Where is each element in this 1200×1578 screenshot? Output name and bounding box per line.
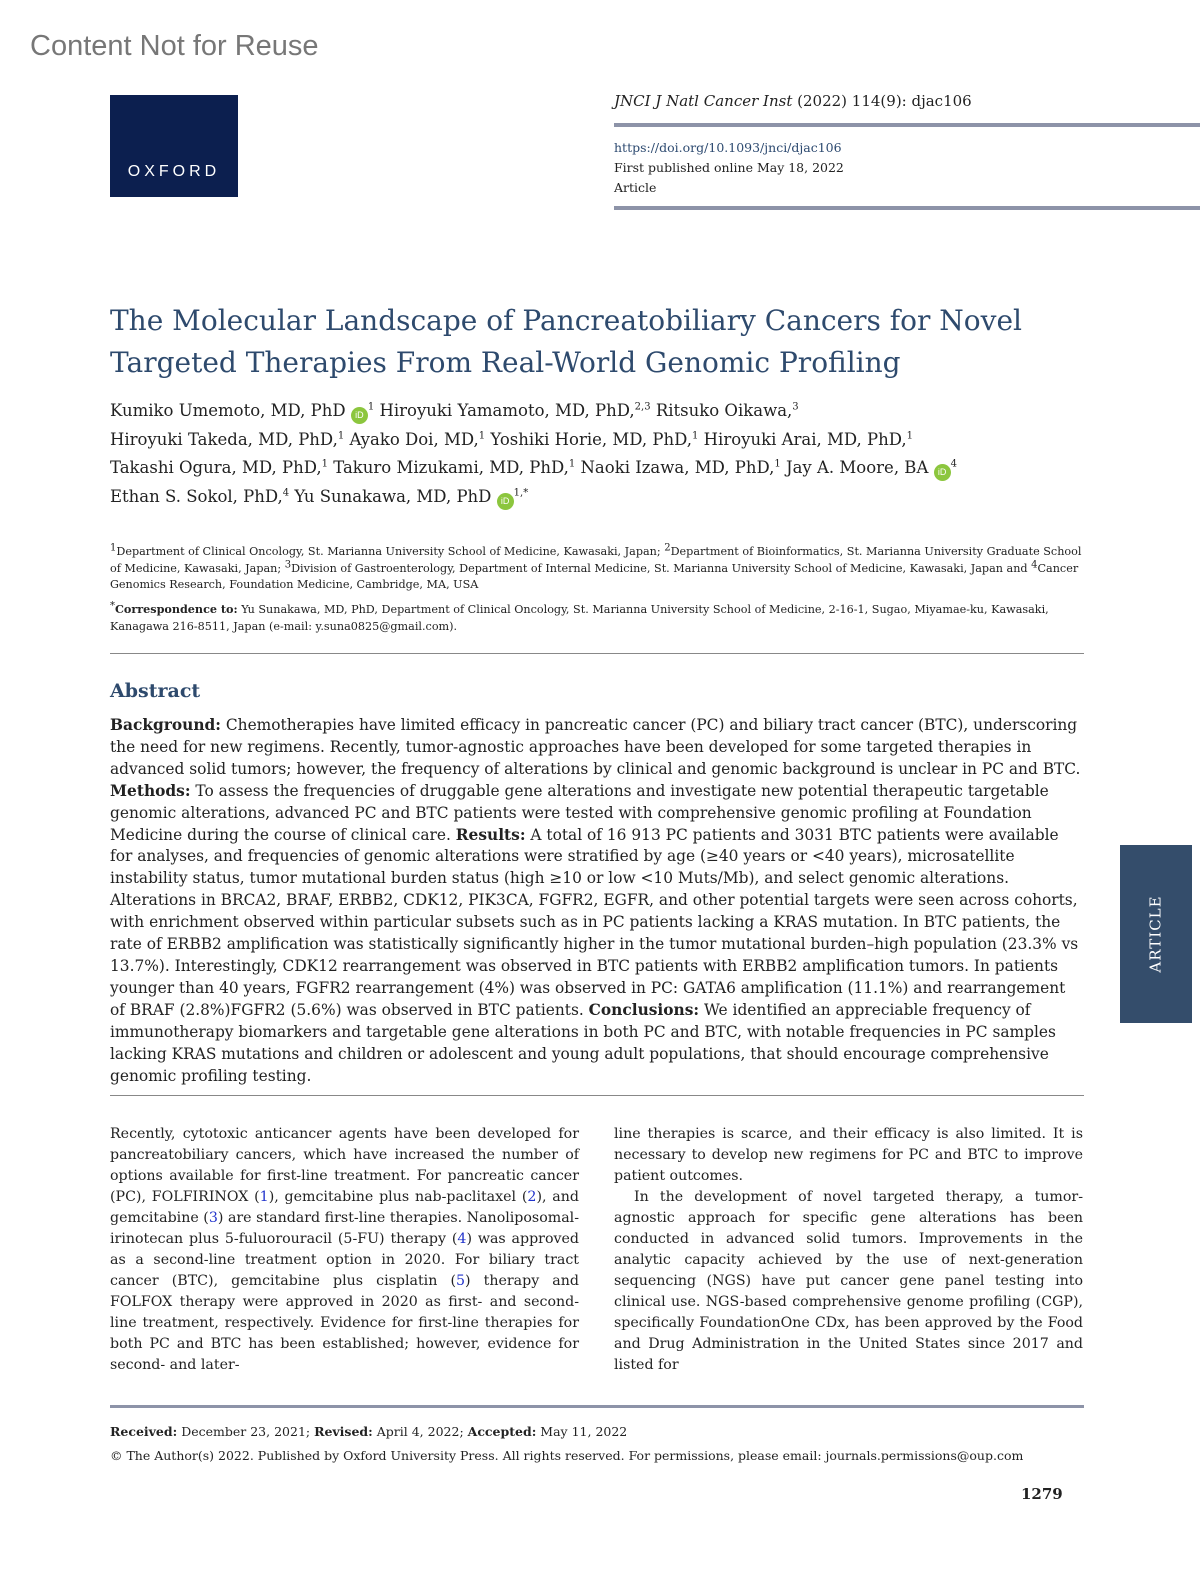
oxford-logo: OXFORD bbox=[110, 95, 238, 197]
article-title: The Molecular Landscape of Pancreatobiliary Cancers for Novel Targeted Therapies From Real-World Genomic Profiling bbox=[110, 304, 1022, 379]
page-number: 1279 bbox=[1021, 1485, 1063, 1503]
author-affiliation-marker: 1 bbox=[478, 430, 486, 441]
date-label: Accepted: bbox=[467, 1424, 537, 1439]
paragraph: line therapies is scarce, and their efficacy is also limited. It is necessary to develop new regimens for PC and BTC to improve patient outcomes. bbox=[614, 1126, 1083, 1184]
author-affiliation-marker: 1 bbox=[774, 458, 781, 470]
author-affiliation-marker: 2,3 bbox=[634, 401, 651, 413]
divider bbox=[614, 123, 1200, 127]
orcid-icon[interactable]: iD bbox=[351, 407, 368, 424]
affiliation-marker: 3 bbox=[284, 558, 292, 570]
author-affiliation-marker: 1 bbox=[906, 430, 914, 441]
divider bbox=[110, 653, 1084, 654]
author-affiliation-marker: 3 bbox=[792, 401, 799, 413]
body-column-right bbox=[614, 1124, 1083, 1376]
side-tab-label: ARTICLE bbox=[1147, 895, 1165, 973]
orcid-icon[interactable]: iD bbox=[934, 464, 951, 481]
reference-link[interactable]: 2 bbox=[527, 1189, 537, 1205]
author-affiliation-marker: 4 bbox=[282, 487, 290, 498]
orcid-icon[interactable]: iD bbox=[497, 493, 514, 510]
author: Ayako Doi, MD, bbox=[349, 429, 479, 449]
date-label: Revised: bbox=[314, 1424, 373, 1439]
abstract-section-text: We identified an appreciable frequency of immunotherapy biomarkers and targetable gene alterations in both PC and BTC, with notable frequencies in PC samples lacking KRAS mutations and children or adolescent and young adult populations, that should encourage comprehensive genomic profiling testing. bbox=[110, 1000, 1056, 1085]
abstract-heading: Abstract bbox=[110, 680, 201, 702]
date-value: May 11, 2022 bbox=[536, 1424, 628, 1439]
reference-link[interactable]: 4 bbox=[457, 1231, 467, 1247]
reference-link[interactable]: 1 bbox=[259, 1189, 269, 1205]
author: Yu Sunakawa, MD, PhD bbox=[294, 486, 492, 506]
body-text: ) was approved as a second-line treatment option in 2020. For biliary tract cancer (BTC), gemcitabine plus cisplatin ( bbox=[110, 1231, 579, 1289]
author: Hiroyuki Takeda, MD, PhD, bbox=[110, 429, 338, 449]
affiliation-marker: 4 bbox=[1031, 558, 1038, 570]
watermark: Content Not for Reuse bbox=[30, 30, 319, 62]
author: Yoshiki Horie, MD, PhD, bbox=[490, 429, 693, 449]
divider bbox=[110, 1095, 1084, 1096]
author: Kumiko Umemoto, MD, PhD bbox=[110, 401, 346, 420]
author: Takuro Mizukami, MD, PhD, bbox=[333, 458, 569, 477]
article-meta bbox=[614, 138, 844, 198]
body-text: ), and gemcitabine ( bbox=[110, 1189, 579, 1226]
abstract-section-label: Results: bbox=[455, 825, 526, 844]
author: Jay A. Moore, BA bbox=[785, 458, 929, 477]
author-affiliation-marker: 1 bbox=[367, 401, 375, 413]
article-dates bbox=[110, 1424, 627, 1439]
reference-link[interactable]: 3 bbox=[208, 1210, 218, 1226]
affiliation-marker: 1 bbox=[110, 542, 117, 554]
author: Takashi Ogura, MD, PhD, bbox=[110, 458, 322, 477]
body-column-left bbox=[110, 1124, 579, 1376]
affiliation: Department of Clinical Oncology, St. Marianna University School of Medicine, Kawasaki, Japan; bbox=[116, 545, 665, 558]
author-list bbox=[110, 397, 1110, 511]
journal-name: JNCI J Natl Cancer Inst bbox=[614, 92, 793, 110]
author: Hiroyuki Arai, MD, PhD, bbox=[703, 429, 907, 449]
abstract-section-text: Chemotherapies have limited efficacy in pancreatic cancer (PC) and biliary tract cancer (BTC), underscoring the need for new regimens. Recently, tumor-agnostic approaches have been developed for some targeted therapies in advanced solid tumors; however, the frequency of alterations by clinical and genomic background is unclear in PC and BTC. bbox=[110, 716, 1081, 778]
paragraph: In the development of novel targeted therapy, a tumor-agnostic approach for specific gene alterations has been conducted in advanced solid tumors. Improvements in the analytic capacity achieved by the use of next-generation sequencing (NGS) have put cancer gene panel testing into clinical use. NGS-based comprehensive genome profiling (CGP), specifically FoundationOne CDx, has been approved by the Food and Drug Administration in the United States since 2017 and listed for bbox=[614, 1189, 1083, 1373]
reference-link[interactable]: 5 bbox=[455, 1273, 466, 1289]
abstract-section-label: Background: bbox=[110, 716, 221, 734]
author: Ritsuko Oikawa, bbox=[655, 401, 793, 420]
divider bbox=[614, 206, 1200, 210]
journal-citation bbox=[614, 92, 972, 110]
abstract-section-text: A total of 16 913 PC patients and 3031 BTC patients were available for analyses, and frequencies of genomic alterations were stratified by age (≥40 years or <40 years), microsatellite instability status, tumor mutational burden status (high ≥10 or low <10 Muts/Mb), and select genomic alterations. Alterations in BRCA2, BRAF, ERBB2, CDK12, PIK3CA, FGFR2, EGFR, and other potential targets were seen across cohorts, with enrichment observed within particular subsets such as in PC patients lacking a KRAS mutation. In BTC patients, the rate of ERBB2 amplification was statistically significantly higher in the tumor mutational burden–high population (23.3% vs 13.7%). Interestingly, CDK12 rearrangement was observed in BTC patients with ERBB2 amplification tumors. In patients younger than 40 years, FGFR2 rearrangement (4%) was observed in PC: GATA6 amplification (11.1%) and rearrangement of BRAF (2.8%)FGFR2 (5.6%) was observed in BTC patients. bbox=[110, 825, 1079, 1019]
affiliation: Division of Gastroenterology, Department of Internal Medicine, St. Marianna University School of Medicine, Kawasaki, Japan and bbox=[291, 561, 1032, 575]
corr-marker: * bbox=[110, 600, 115, 612]
copyright: © The Author(s) 2022. Published by Oxford University Press. All rights reserved. For permissions, please email: journals.permissions@oup.com bbox=[110, 1448, 1024, 1463]
body-text: Recently, cytotoxic anticancer agents have been developed for pancreatobiliary cancers, which have increased the number of options available for first-line treatment. For pancreatic cancer (PC), FOLFIRINOX ( bbox=[110, 1126, 579, 1205]
corr-text: Yu Sunakawa, MD, PhD, Department of Clinical Oncology, St. Marianna University School of Medicine, 2-16-1, Sugao, Miyamae-ku, Kawasaki, Kanagawa 216-8511, Japan (e-mail: y.suna0825@gmail.com). bbox=[110, 603, 1049, 633]
affiliation-marker: 2 bbox=[664, 542, 671, 554]
affiliation: Department of Bioinformatics, St. Marianna University Graduate School of Medicine, Kawasaki, Japan; bbox=[110, 545, 1082, 575]
author-affiliation-marker: 1 bbox=[692, 430, 699, 441]
author: Ethan S. Sokol, PhD, bbox=[110, 486, 283, 506]
published-date: First published online May 18, 2022 bbox=[614, 160, 844, 175]
abstract-section-label: Conclusions: bbox=[588, 1000, 700, 1019]
body-text: ) therapy and FOLFOX therapy were approved in 2020 as first- and second-line treatment, respectively. Evidence for first-line therapies for both PC and BTC has been established; however, evidence for second- and later- bbox=[110, 1273, 579, 1373]
affiliation: Cancer Genomics Research, Foundation Medicine, Cambridge, MA, USA bbox=[110, 561, 1079, 591]
author: Naoki Izawa, MD, PhD, bbox=[580, 458, 775, 477]
correspondence bbox=[110, 601, 1085, 635]
article-side-tab bbox=[1120, 845, 1192, 1023]
author: Hiroyuki Yamamoto, MD, PhD, bbox=[379, 401, 635, 420]
affiliations bbox=[110, 544, 1085, 594]
divider bbox=[110, 1405, 1084, 1408]
body-text: ) are standard first-line therapies. Nanoliposomal-irinotecan plus 5-fuluorouracil (5-FU) therapy ( bbox=[110, 1210, 579, 1247]
article-type: Article bbox=[614, 180, 657, 195]
author-affiliation-marker: 1 bbox=[337, 430, 345, 441]
author-affiliation-marker: 1 bbox=[321, 458, 328, 470]
body-text: ), gemcitabine plus nab-paclitaxel ( bbox=[268, 1189, 528, 1205]
corr-label: Correspondence to: bbox=[115, 602, 238, 616]
author-affiliation-marker: 4 bbox=[950, 458, 957, 470]
author-affiliation-marker: 1,* bbox=[513, 487, 529, 498]
abstract-body bbox=[110, 715, 1084, 1087]
journal-issue: (2022) 114(9): djac106 bbox=[797, 92, 972, 110]
abstract-section-text: To assess the frequencies of druggable gene alterations and investigate new potential therapeutic targetable genomic alterations, advanced PC and BTC patients were tested with comprehensive genomic profiling at Foundation Medicine during the course of clinical care. bbox=[110, 781, 1049, 844]
date-value: April 4, 2022; bbox=[372, 1424, 468, 1439]
doi-link[interactable]: https://doi.org/10.1093/jnci/djac106 bbox=[614, 140, 842, 155]
date-value: December 23, 2021; bbox=[177, 1424, 315, 1439]
abstract-section-label: Methods: bbox=[110, 781, 191, 800]
author-affiliation-marker: 1 bbox=[568, 458, 576, 470]
date-label: Received: bbox=[110, 1424, 178, 1439]
